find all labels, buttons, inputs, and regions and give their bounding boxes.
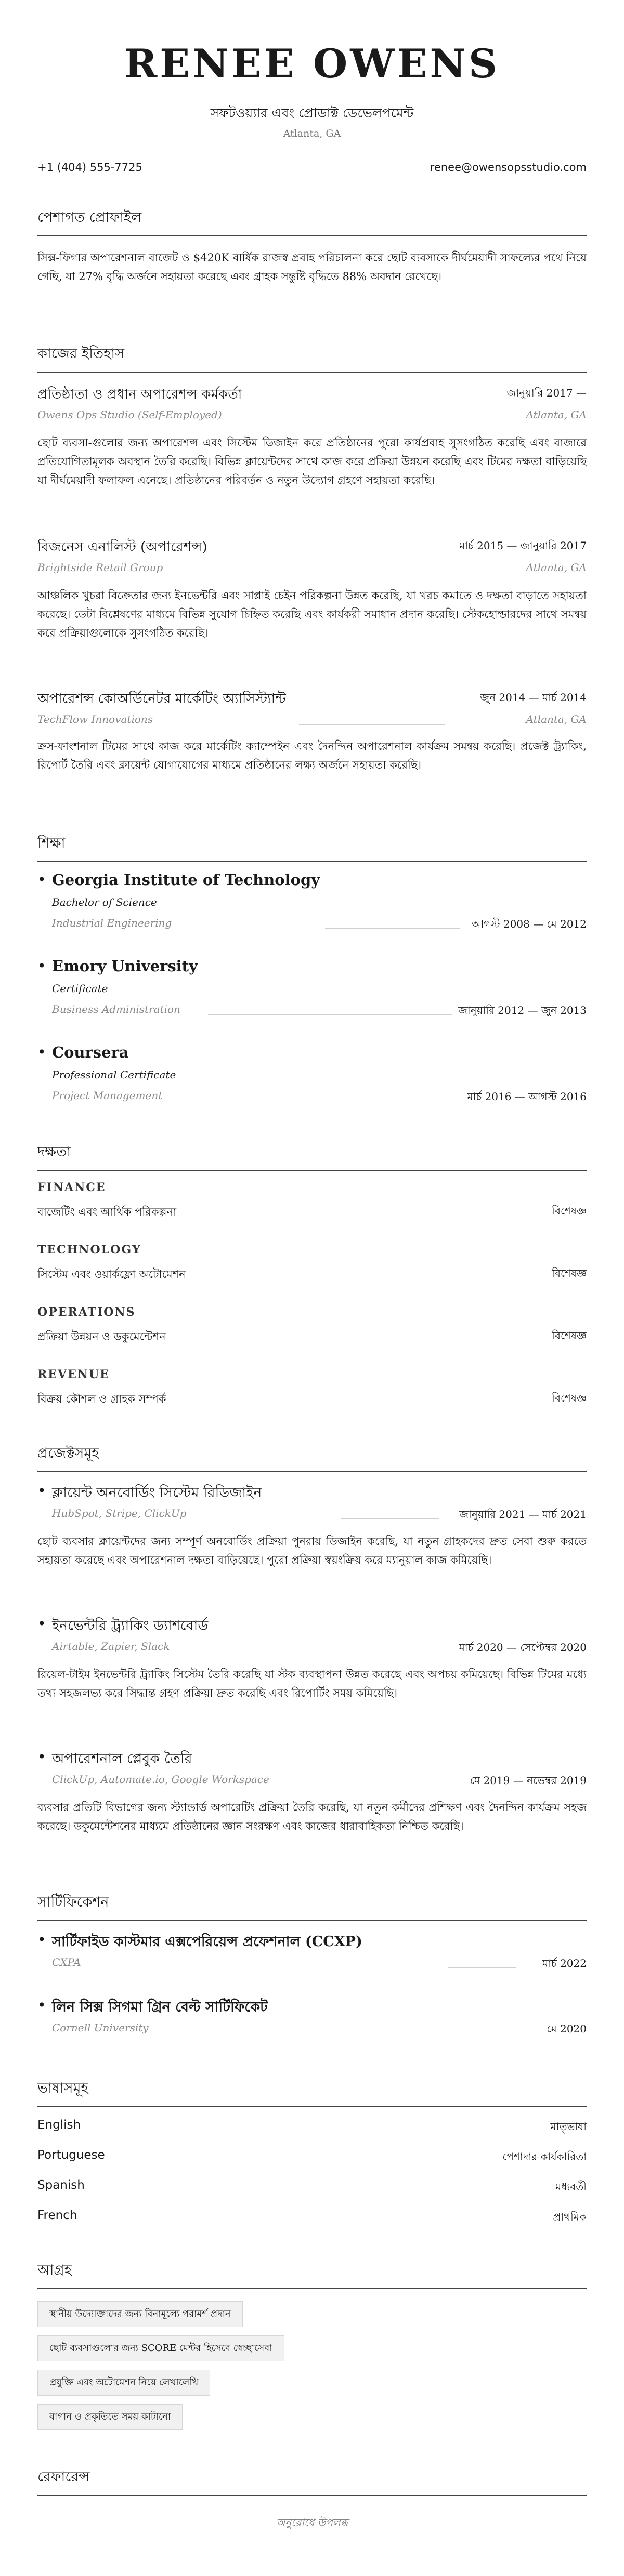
project-dates: জানুয়ারি 2021 — মার্চ 2021: [459, 1508, 587, 1521]
bullet: •: [37, 1997, 46, 2014]
project-tech: HubSpot, Stripe, ClickUp: [52, 1507, 187, 1520]
language-level: পেশাদার কার্যকারিতা: [502, 2150, 587, 2163]
skill-category: OPERATIONS: [37, 1305, 136, 1319]
project-title: অপারেশনাল প্লেবুক তৈরি: [52, 1751, 192, 1767]
education-degree: Bachelor of Science: [52, 896, 157, 908]
bullet: •: [37, 1043, 46, 1061]
education-school: Emory University: [52, 957, 198, 975]
certification-title: সার্টিফাইড কাস্টমার এক্সপেরিয়েন্স প্রফেশনাল (CCXP): [52, 1934, 362, 1950]
leader-line: [299, 724, 445, 725]
leader-line: [341, 1518, 439, 1519]
contact-phone[interactable]: +1 (404) 555-7725: [37, 161, 142, 174]
project-dates: মে 2019 — নভেম্বর 2019: [470, 1774, 587, 1787]
certification-issuer: CXPA: [52, 1956, 81, 1969]
job-title: বিজনেস এনালিস্ট (অপারেশন্স): [37, 539, 207, 555]
skill-level: বিশেষজ্ঞ: [552, 1329, 587, 1342]
language-level: প্রাথমিক: [553, 2211, 587, 2223]
project-title: ক্লায়েন্ট অনবোর্ডিং সিস্টেম রিডিজাইন: [52, 1485, 262, 1501]
education-dates: মার্চ 2016 — আগস্ট 2016: [467, 1090, 587, 1103]
education-field: Industrial Engineering: [52, 917, 172, 929]
candidate-location: Atlanta, GA: [283, 128, 341, 139]
skill-text: প্রক্রিয়া উন্নয়ন ও ডকুমেন্টেশন: [37, 1330, 166, 1343]
skill-level: বিশেষজ্ঞ: [552, 1205, 587, 1217]
language-name: French: [37, 2209, 77, 2222]
candidate-name: RENEE OWENS: [124, 41, 500, 87]
skill-category: FINANCE: [37, 1181, 106, 1194]
certification-issuer: Cornell University: [52, 2022, 149, 2034]
job-description: ছোট ব্যবসা-গুলোর জন্য অপারেশন্স এবং সিস্টেম ডিজাইন করে প্রতিষ্ঠানের পুরো কার্যপ্রবাহ সুসংগঠিত করেছি এবং বাজারে প্রতিযোগিতামূলক অবস্থান তৈরি করেছি। বিভিন্ন ক্লায়েন্টদের সাথে কাজ করে প্রক্রিয়া উন্নয়ন করেছি এবং টিমের দক্ষতা বাড়িয়েছি যা দীর্ঘমেয়াদী ফলাফল এনেছে। প্রতিষ্ঠানের পরিবর্তন ও নতুন উদ্যোগ গ্রহণে সহায়তা করেছি।: [37, 437, 587, 486]
section-title-interests: আগ্রহ: [37, 2260, 587, 2289]
job-description: আঞ্চলিক খুচরা বিক্রেতার জন্য ইনভেন্টরি এবং সাপ্লাই চেইন পরিকল্পনা উন্নত করেছি, যা খরচ কমাতে ও দক্ষতা বাড়াতে সহায়তা করেছে। ডেটা বিশ্লেষণের মাধ্যমে বিভিন্ন সুযোগ চিহ্নিত করেছি এবং কার্যকরী সমাধান প্রদান করেছি। স্টেকহোল্ডারদের সাথে সমন্বয় করে প্রক্রিয়াগুলোকে সুসংগঠিত করেছি।: [37, 589, 587, 639]
skill-text: সিস্টেম এবং ওয়ার্কফ্লো অটোমেশন: [37, 1268, 186, 1280]
job-dates: জুন 2014 — মার্চ 2014: [480, 691, 587, 704]
project-tech: Airtable, Zapier, Slack: [52, 1640, 170, 1653]
job-company: Brightside Retail Group: [37, 561, 163, 574]
section-title-references: রেফারেন্স: [37, 2466, 587, 2496]
education-dates: আগস্ট 2008 — মে 2012: [471, 918, 587, 930]
skill-category: TECHNOLOGY: [37, 1243, 141, 1257]
education-field: Project Management: [52, 1089, 163, 1102]
contact-email[interactable]: renee@owensopsstudio.com: [430, 161, 587, 174]
education-degree: Certificate: [52, 982, 108, 995]
section-title-summary: পেশাগত প্রোফাইল: [37, 207, 587, 236]
certification-date: মে 2020: [547, 2023, 587, 2035]
skill-level: বিশেষজ্ঞ: [552, 1392, 587, 1404]
interest-tag: স্থানীয় উদ্যোক্তাদের জন্য বিনামূল্যে পরামর্শ প্রদান: [37, 2301, 243, 2327]
interest-tag: বাগান ও প্রকৃতিতে সময় কাটানো: [37, 2404, 183, 2430]
project-title: ইনভেন্টরি ট্র্যাকিং ড্যাশবোর্ড: [52, 1618, 209, 1634]
education-school: Georgia Institute of Technology: [52, 871, 320, 889]
bullet: •: [37, 1931, 46, 1948]
job-dates: জানুয়ারি 2017 —: [506, 387, 587, 399]
education-field: Business Administration: [52, 1003, 180, 1015]
skill-text: বাজেটিং এবং আর্থিক পরিকল্পনা: [37, 1206, 177, 1218]
references-text: অনুরোধে উপলব্ধ: [276, 2516, 348, 2529]
education-school: Coursera: [52, 1043, 129, 1061]
candidate-headline: সফটওয়্যার এবং প্রোডাক্ট ডেভেলপমেন্ট: [210, 105, 414, 121]
language-level: মধ্যবর্তী: [555, 2181, 587, 2193]
job-description: ক্রস-ফাংশনাল টিমের সাথে কাজ করে মার্কেটিং ক্যাম্পেইন এবং দৈনন্দিন অপারেশনাল কার্যক্রম সমন্বয় করেছি। প্রজেক্ট ট্র্যাকিং, রিপোর্ট তৈরি এবং ক্লায়েন্ট যোগাযোগের মাধ্যমে প্রতিষ্ঠানের লক্ষ্য অর্জনে সহায়তা করেছি।: [37, 740, 587, 771]
job-location: Atlanta, GA: [526, 408, 587, 421]
job-company: Owens Ops Studio (Self-Employed): [37, 408, 222, 421]
project-description: ছোট ব্যবসার ক্লায়েন্টদের জন্য সম্পূর্ণ অনবোর্ডিং প্রক্রিয়া পুনরায় ডিজাইন করেছি, যা নতুন গ্রাহকদের দ্রুত সেবা শুরু করতে সহায়তা করেছে এবং অপারেশনাল দক্ষতা বাড়িয়েছে। পুরো প্রক্রিয়া স্বয়ংক্রিয় করে ম্যানুয়াল কাজ কমিয়েছি।: [37, 1535, 587, 1566]
education-dates: জানুয়ারি 2012 — জুন 2013: [458, 1004, 587, 1016]
project-description: ব্যবসার প্রতিটি বিভাগের জন্য স্ট্যান্ডার্ড অপারেটিং প্রক্রিয়া তৈরি করেছি, যা নতুন কর্মীদের প্রশিক্ষণ এবং দৈনন্দিন কার্যক্রম সহজ করেছে। ডকুমেন্টেশনের মাধ্যমে প্রতিষ্ঠানের জ্ঞান সংরক্ষণ এবং কাজের ধারাবাহিকতা নিশ্চিত করেছি।: [37, 1801, 587, 1832]
job-title: অপারেশন্স কোঅর্ডিনেটর মার্কেটিং অ্যাসিস্ট্যান্ট: [37, 691, 286, 707]
skill-category: REVENUE: [37, 1368, 110, 1381]
skill-text: বিক্রয় কৌশল ও গ্রাহক সম্পর্ক: [37, 1393, 166, 1405]
job-dates: মার্চ 2015 — জানুয়ারি 2017: [459, 539, 587, 552]
job-company: TechFlow Innovations: [37, 713, 153, 725]
leader-line: [325, 928, 460, 929]
language-level: মাতৃভাষা: [550, 2120, 587, 2133]
skill-level: বিশেষজ্ঞ: [552, 1267, 587, 1279]
section-title-languages: ভাষাসমূহ: [37, 2078, 587, 2107]
language-name: Spanish: [37, 2178, 85, 2192]
job-location: Atlanta, GA: [526, 713, 587, 725]
bullet: •: [37, 1482, 46, 1499]
bullet: •: [37, 1615, 46, 1632]
section-title-skills: দক্ষতা: [37, 1141, 587, 1171]
leader-line: [208, 1014, 452, 1015]
bullet: •: [37, 1748, 46, 1765]
certification-title: লিন সিক্স সিগমা গ্রিন বেল্ট সার্টিফিকেট: [52, 1999, 268, 2015]
section-title-certifications: সার্টিফিকেশন: [37, 1892, 587, 1921]
interest-tag: প্রযুক্তি এবং অটোমেশন নিয়ে লেখালেখি: [37, 2370, 210, 2396]
bullet: •: [37, 871, 46, 888]
summary-text: সিক্স-ফিগার অপারেশনাল বাজেট ও $420K বার্ষিক রাজস্ব প্রবাহ পরিচালনা করে ছোট ব্যবসাকে দীর্ঘমেয়াদী সাফল্যের পথে নিয়ে গেছি, যা 27% বৃদ্ধি অর্জনে সহায়তা করেছে এবং গ্রাহক সন্তুষ্টি বৃদ্ধিতে 88% অবদান রেখেছে।: [37, 252, 587, 283]
project-dates: মার্চ 2020 — সেপ্টেম্বর 2020: [459, 1641, 587, 1654]
language-name: Portuguese: [37, 2148, 105, 2162]
bullet: •: [37, 957, 46, 974]
job-location: Atlanta, GA: [526, 561, 587, 574]
project-description: রিয়েল-টাইম ইনভেন্টরি ট্র্যাকিং সিস্টেম তৈরি করেছি যা স্টক ব্যবস্থাপনা উন্নত করেছে এবং অপচয় কমিয়েছে। বিভিন্ন টিমের মধ্যে তথ্য সহজলভ্য করে সিদ্ধান্ত গ্রহণ প্রক্রিয়া দ্রুত করেছি এবং রিপোর্টিং সময় কমিয়েছি।: [37, 1668, 587, 1699]
interest-tag: ছোট ব্যবসাগুলোর জন্য SCORE মেন্টর হিসেবে স্বেচ্ছাসেবা: [37, 2335, 284, 2361]
section-title-projects: প্রজেক্টসমূহ: [37, 1443, 587, 1472]
education-degree: Professional Certificate: [52, 1068, 176, 1081]
project-tech: ClickUp, Automate.io, Google Workspace: [52, 1773, 269, 1786]
leader-line: [448, 1967, 516, 1968]
job-title: প্রতিষ্ঠাতা ও প্রধান অপারেশন্স কর্মকর্তা: [37, 387, 242, 402]
certification-date: মার্চ 2022: [542, 1957, 587, 1970]
section-title-education: শিক্ষা: [37, 833, 587, 862]
section-title-experience: কাজের ইতিহাস: [37, 343, 587, 373]
language-name: English: [37, 2118, 81, 2132]
